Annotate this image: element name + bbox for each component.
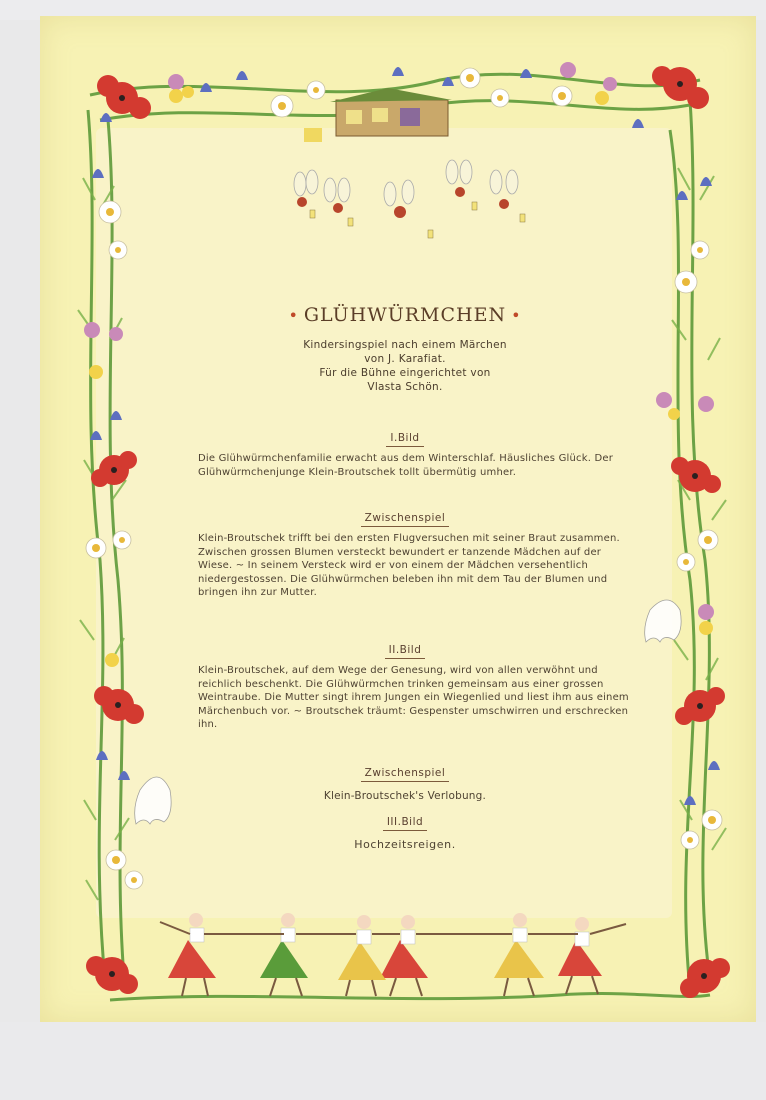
section-text-zwischenspiel-2: Klein-Broutschek's Verlobung. [323, 790, 487, 802]
play-title: • GLÜHWÜRMCHEN • [288, 304, 522, 326]
subtitle-line: von J. Karafiat. [364, 353, 446, 365]
dancing-girls-illustration [160, 913, 626, 996]
section-heading-bild-2: II.Bild [330, 644, 480, 656]
subtitle-line: Vlasta Schön. [367, 381, 443, 393]
section-text-bild-1: Die Glühwürmchenfamilie erwacht aus dem Winterschlaf. Häusliches Glück. Der Glühwürmchenjunge Klein-Broutschek tollt übermütig umher. [198, 453, 614, 478]
section-heading-zwischenspiel-1: Zwischenspiel [330, 512, 480, 524]
fireflies-illustration [294, 160, 525, 238]
section-heading-bild-3: III.Bild [330, 816, 480, 828]
section-heading-zwischenspiel-2: Zwischenspiel [330, 767, 480, 779]
title-text: GLÜHWÜRMCHEN [303, 304, 507, 326]
subtitle [240, 338, 570, 394]
section-text-bild-2: Klein-Broutschek, auf dem Wege der Genesung, wird von allen verwöhnt und reichlich beschenkt. Die Glühwürmchen trinken gemeinsam aus einer grossen Weintraube. Die Mutter singt ihrem Jungen ein Wiegenlied und liest ihm aus einem Märchenbuch vor. ~ Broutschek träumt: Gespenster umschwirren und erschrecken ihn. [198, 665, 629, 731]
section-text-bild-3: Hochzeitsreigen. [354, 838, 456, 851]
section-text-zwischenspiel-1: Klein-Broutschek trifft bei den ersten Flugversuchen mit seiner Braut zusammen. Zwischen grossen Blumen versteckt bewundert er tanzende Mädchen auf der Wiese. ~ In seinem Versteck wird er von einem der Mädchen versehentlich niedergestossen. Die Glühwürmchen beleben ihn mit dem Tau der Blumen und bringen ihn zur Mutter. [198, 533, 620, 599]
scan-background-bottom [0, 1022, 766, 1100]
subtitle-line: Für die Bühne eingerichtet von [319, 367, 491, 379]
section-heading-bild-1: I.Bild [330, 432, 480, 444]
subtitle-line: Kindersingspiel nach einem Märchen [303, 339, 507, 351]
